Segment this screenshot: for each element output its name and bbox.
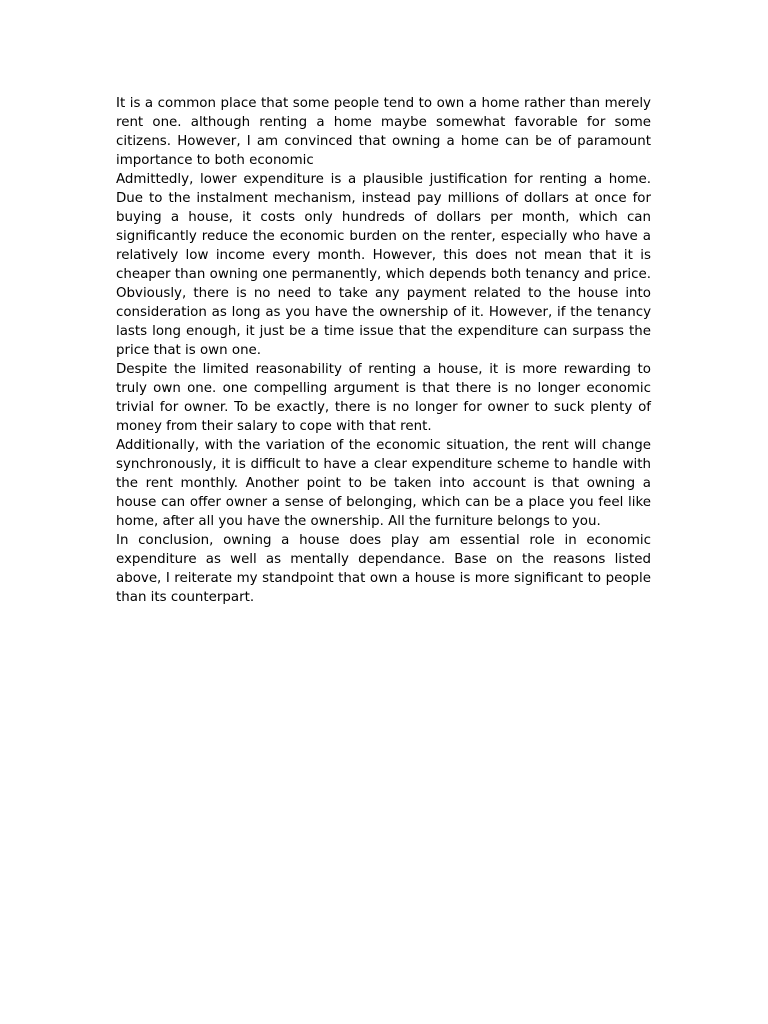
paragraph-owning-argument: Despite the limited reasonability of renting a house, it is more rewarding to truly own one. one compelling argument is that there is no longer economic trivial for owner. To be exactly, there is no longer for owner to suck plenty of money from their salary to cope with that rent. [116,362,651,434]
essay-body [116,94,651,607]
paragraph-intro: It is a common place that some people tend to own a home rather than merely rent one. although renting a home maybe somewhat favorable for some citizens. However, I am convinced that owning a home can be of paramount importance to both economic [116,96,651,168]
paragraph-additional-points: Additionally, with the variation of the economic situation, the rent will change synchronously, it is difficult to have a clear expenditure scheme to handle with the rent monthly. Another point to be taken into account is that owning a house can offer owner a sense of belonging, which can be a place you feel like home, after all you have the ownership. All the furniture belongs to you. [116,438,651,529]
paragraph-conclusion: In conclusion, owning a house does play am essential role in economic expenditure as well as mentally dependance. Base on the reasons listed above, I reiterate my standpoint that own a house is more significant to people than its counterpart. [116,533,651,605]
paragraph-renting-argument: Admittedly, lower expenditure is a plausible justification for renting a home. Due to the instalment mechanism, instead pay millions of dollars at once for buying a house, it costs only hundreds of dollars per month, which can significantly reduce the economic burden on the renter, especially who have a relatively low income every month. However, this does not mean that it is cheaper than owning one permanently, which depends both tenancy and price. Obviously, there is no need to take any payment related to the house into consideration as long as you have the ownership of it. However, if the tenancy lasts long enough, it just be a time issue that the expenditure can surpass the price that is own one. [116,172,651,358]
